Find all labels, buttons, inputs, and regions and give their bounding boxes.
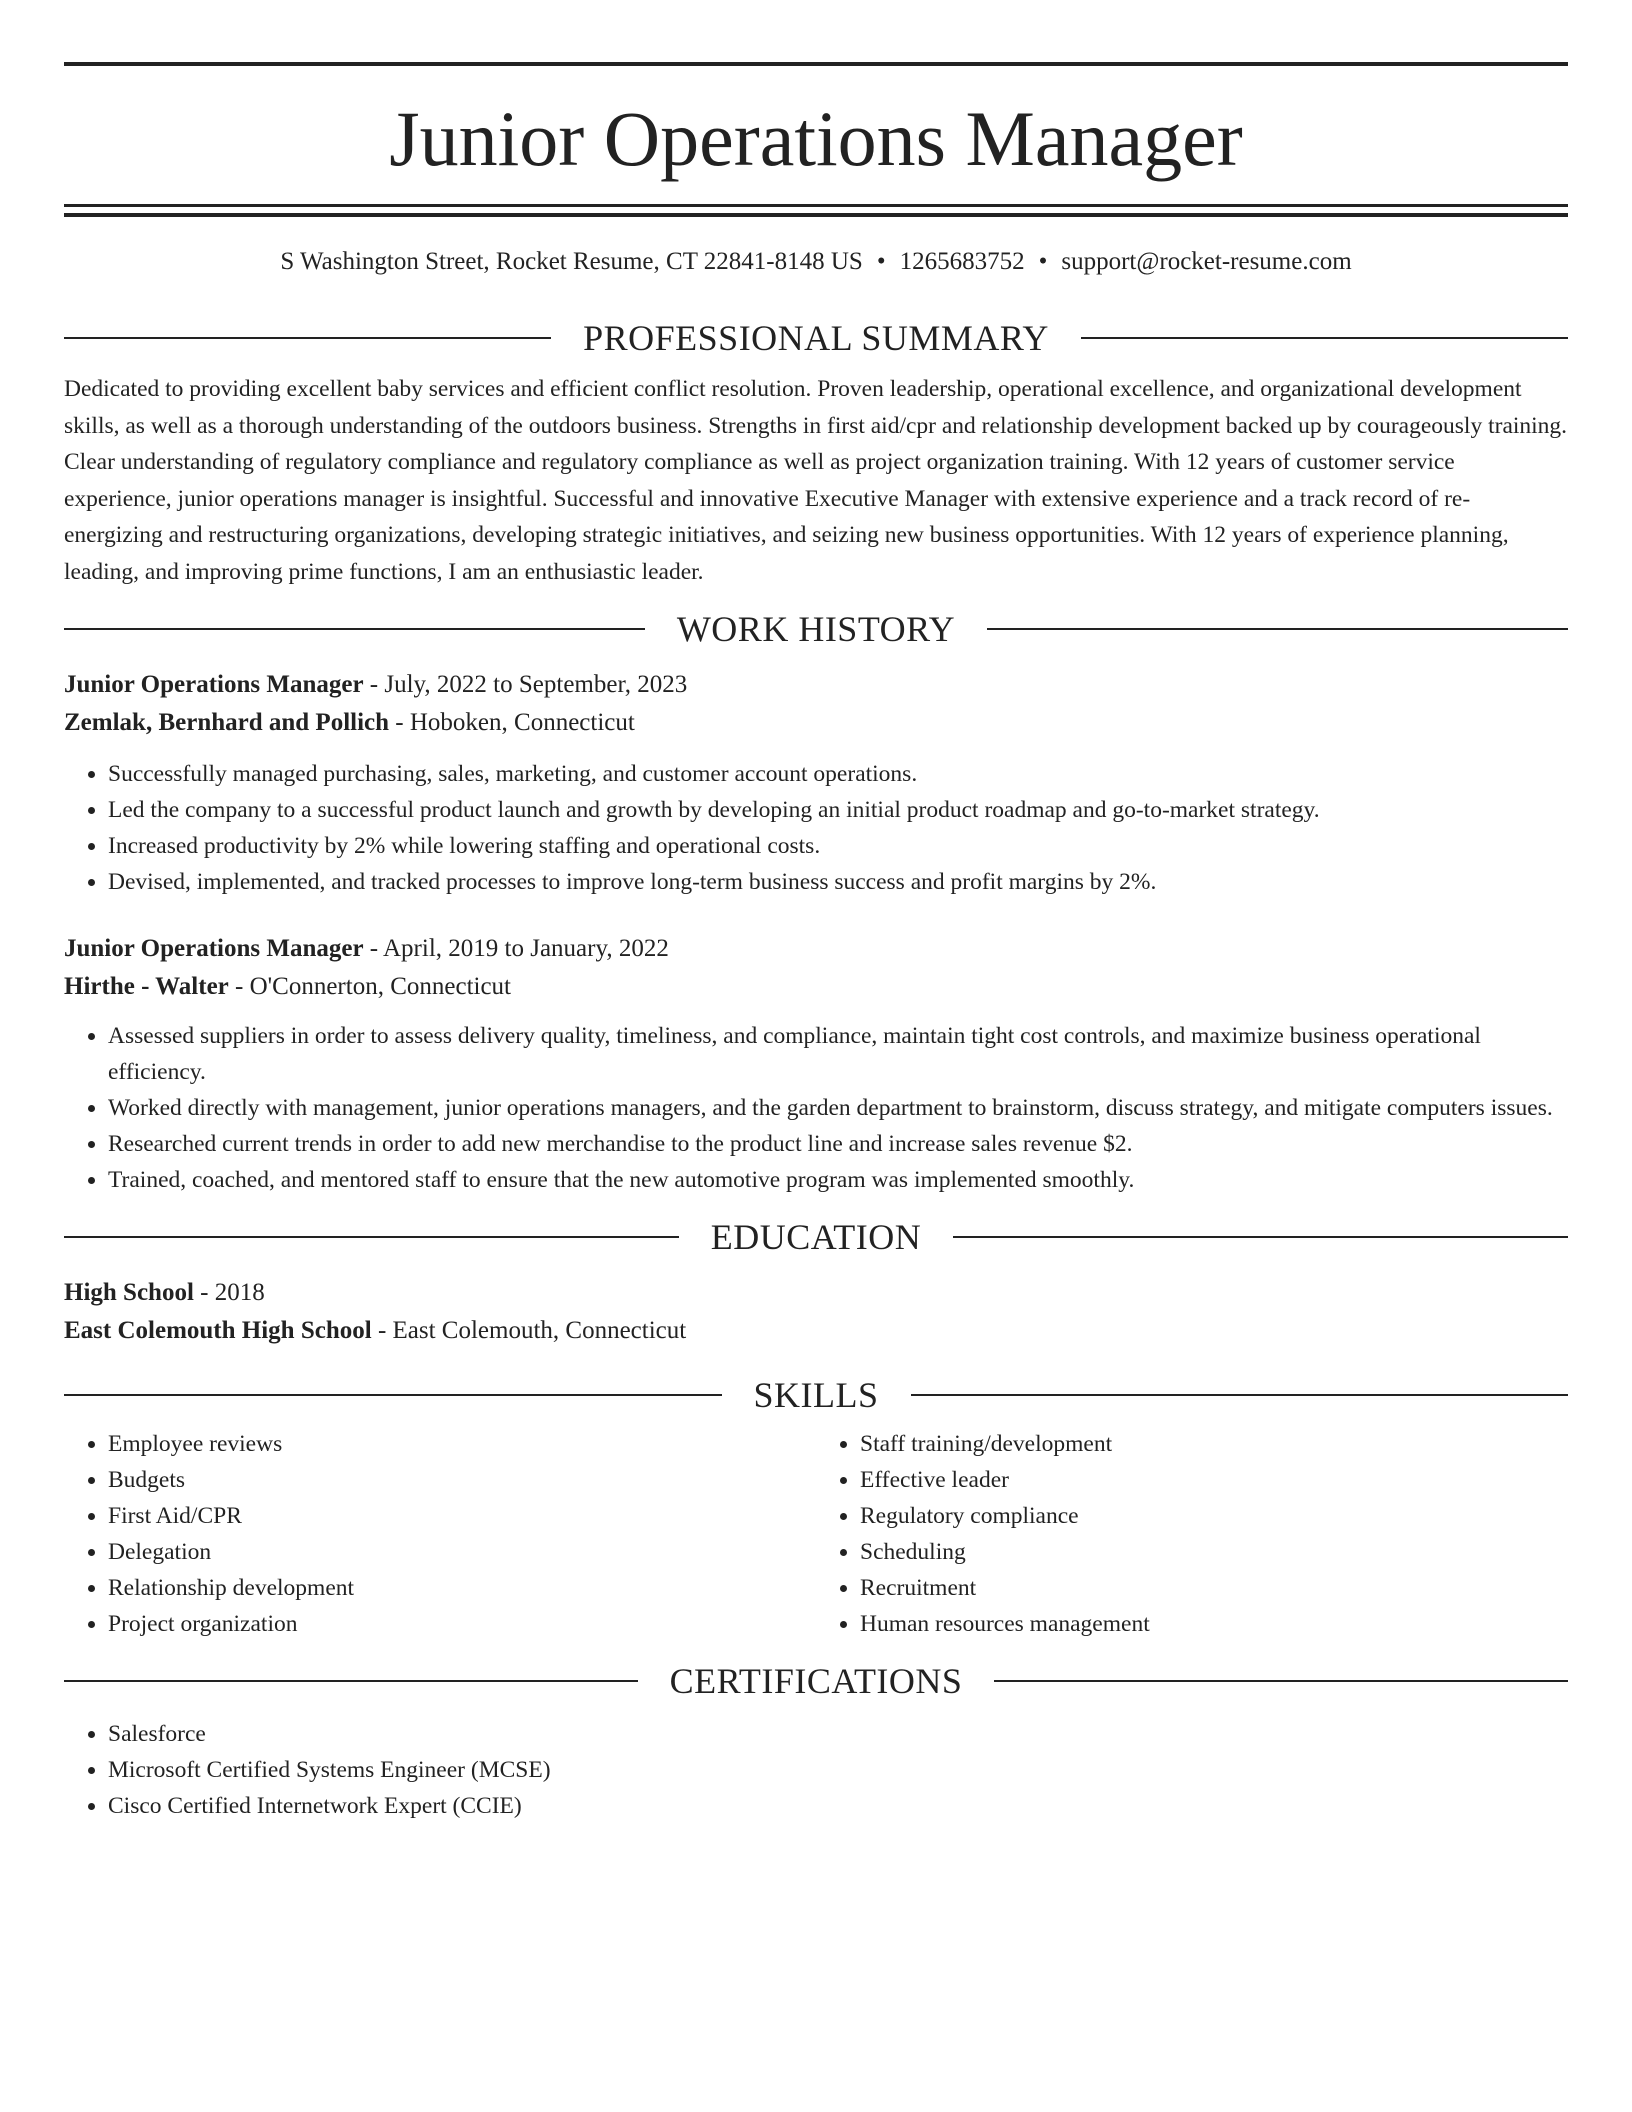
contact-separator: •: [876, 248, 886, 275]
section-skills-heading: [64, 1370, 1568, 1420]
section-title: SKILLS: [753, 1375, 879, 1415]
skill-item: • Scheduling: [860, 1534, 1568, 1570]
skill-item: • Relationship development: [108, 1570, 816, 1606]
list-item: • Researched current trends in order to add new merchandise to the product line and increase sales revenue $2.: [108, 1126, 1568, 1162]
skill-item: • Human resources management: [860, 1606, 1568, 1642]
resume-name: Junior Operations Manager: [389, 95, 1243, 182]
heading-rule: [994, 1680, 1568, 1682]
name-rule-1: [64, 204, 1568, 207]
summary-text: Dedicated to providing excellent baby services and efficient conflict resolution. Proven leadership, operational excellence, and organizational development skills, as well as a thorough understanding of the outdoors business. Strengths in first aid/cpr and relationship development backed up by courageously training. Clear understanding of regulatory compliance and regulatory compliance as well as project organization training. With 12 years of customer service experience, junior operations manager is insightful. Successful and innovative Executive Manager with extensive experience and a track record of re-energizing and restructuring organizations, developing strategic initiatives, and seizing new business opportunities. With 12 years of experience planning, leading, and improving prime functions, I am an enthusiastic leader.: [64, 376, 1568, 585]
skills-list-left: [64, 1426, 816, 1642]
job-location: - Hoboken, Connecticut: [389, 709, 635, 736]
job-title: Junior Operations Manager: [64, 935, 364, 962]
contact-address: S Washington Street, Rocket Resume, CT 22841-8148 US: [280, 248, 863, 275]
skill-item: • Recruitment: [860, 1570, 1568, 1606]
certification-item: • Cisco Certified Internetwork Expert (CCIE): [108, 1788, 1568, 1824]
section-title: PROFESSIONAL SUMMARY: [583, 318, 1049, 358]
skill-item: • Regulatory compliance: [860, 1498, 1568, 1534]
job-company: Zemlak, Bernhard and Pollich: [64, 709, 390, 736]
contact-email: support@rocket-resume.com: [1061, 248, 1352, 275]
name-rule-2: [64, 213, 1568, 217]
job-entry: [64, 930, 1568, 1198]
section-work-heading: [64, 604, 1568, 654]
job-company: Hirthe - Walter: [64, 973, 229, 1000]
section-education-heading: [64, 1212, 1568, 1262]
skill-item: • Effective leader: [860, 1462, 1568, 1498]
heading-rule: [64, 1680, 638, 1682]
skills-list-right: [816, 1426, 1568, 1642]
list-item: • Led the company to a successful product launch and growth by developing an initial product roadmap and go-to-market strategy.: [108, 792, 1568, 828]
job-entry: [64, 666, 1568, 900]
education-year: - 2018: [193, 1279, 265, 1306]
list-item: • Assessed suppliers in order to assess delivery quality, timeliness, and compliance, maintain tight cost controls, and maximize business operational efficiency.: [108, 1018, 1568, 1090]
job-bullets: [64, 756, 1568, 900]
heading-rule: [64, 628, 645, 630]
certification-item: • Microsoft Certified Systems Engineer (MCSE): [108, 1752, 1568, 1788]
heading-rule: [64, 337, 551, 339]
education-degree-line: [64, 1274, 1568, 1312]
education-school: East Colemouth High School: [64, 1317, 372, 1344]
section-summary-heading: [64, 313, 1568, 363]
job-company-line: [64, 968, 1568, 1006]
section-title: CERTIFICATIONS: [669, 1661, 963, 1701]
education-location: - East Colemouth, Connecticut: [371, 1317, 687, 1344]
list-item: • Devised, implemented, and tracked processes to improve long-term business success and profit margins by 2%.: [108, 864, 1568, 900]
section-title: WORK HISTORY: [676, 609, 956, 649]
education-school-line: [64, 1312, 1568, 1350]
top-rule: [64, 62, 1568, 66]
heading-rule: [911, 1394, 1569, 1396]
list-item: • Increased productivity by 2% while lowering staffing and operational costs.: [108, 828, 1568, 864]
contact-separator: •: [1038, 248, 1048, 275]
job-title: Junior Operations Manager: [64, 671, 364, 698]
heading-rule: [953, 1236, 1568, 1238]
education-degree: High School: [64, 1279, 194, 1306]
job-dates: - April, 2019 to January, 2022: [363, 935, 669, 962]
list-item: • Successfully managed purchasing, sales, marketing, and customer account operations.: [108, 756, 1568, 792]
job-title-line: [64, 666, 1568, 704]
job-dates: - July, 2022 to September, 2023: [363, 671, 688, 698]
skill-item: • Staff training/development: [860, 1426, 1568, 1462]
certification-item: • Salesforce: [108, 1716, 1568, 1752]
contact-line: [64, 245, 1568, 279]
job-company-line: [64, 704, 1568, 742]
skill-item: • Project organization: [108, 1606, 816, 1642]
contact-phone: 1265683752: [899, 248, 1025, 275]
heading-rule: [64, 1236, 679, 1238]
certifications-list: [64, 1716, 1568, 1824]
skills-columns: [64, 1426, 1568, 1642]
section-title: EDUCATION: [710, 1217, 922, 1257]
list-item: • Worked directly with management, junior operations managers, and the garden department to brainstorm, discuss strategy, and mitigate computers issues.: [108, 1090, 1568, 1126]
job-location: - O'Connerton, Connecticut: [228, 973, 512, 1000]
heading-rule: [987, 628, 1568, 630]
list-item: • Trained, coached, and mentored staff to ensure that the new automotive program was implemented smoothly.: [108, 1162, 1568, 1198]
heading-rule: [1081, 337, 1568, 339]
job-bullets: [64, 1018, 1568, 1198]
skill-item: • Delegation: [108, 1534, 816, 1570]
skill-item: • Budgets: [108, 1462, 816, 1498]
section-certifications-heading: [64, 1656, 1568, 1706]
skill-item: • Employee reviews: [108, 1426, 816, 1462]
job-title-line: [64, 930, 1568, 968]
heading-rule: [64, 1394, 722, 1396]
education-entry: [64, 1274, 1568, 1350]
skill-item: • First Aid/CPR: [108, 1498, 816, 1534]
